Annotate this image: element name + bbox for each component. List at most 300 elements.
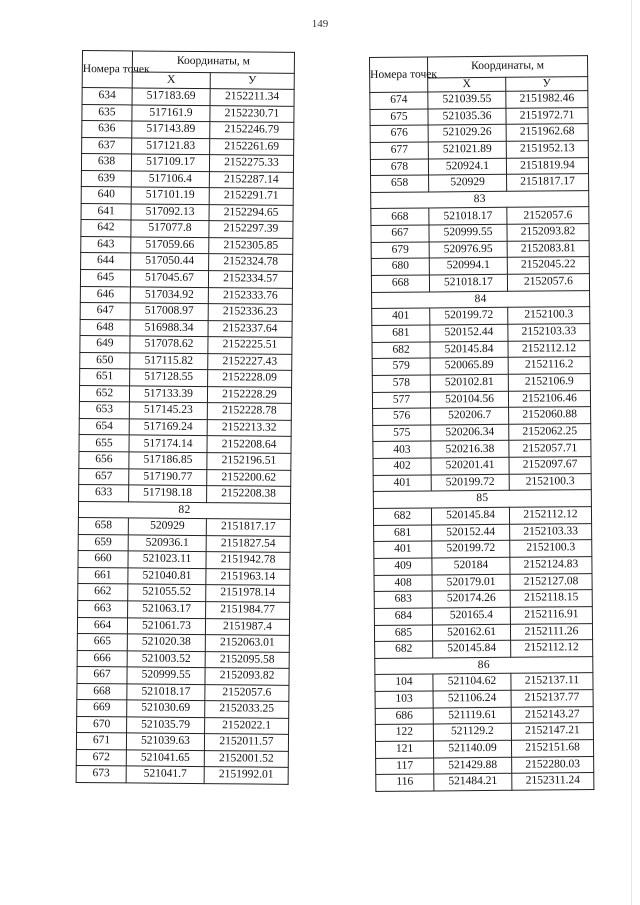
x-coordinate-cell: 521040.81 [128, 568, 206, 585]
x-coordinate-cell: 520165.4 [432, 607, 510, 624]
point-number-cell: 641 [81, 203, 131, 220]
y-coordinate-cell: 2152147.21 [511, 723, 593, 740]
point-number-cell: 401 [373, 475, 431, 492]
x-coordinate-cell: 520201.41 [431, 457, 509, 474]
point-number-cell: 578 [372, 375, 430, 392]
x-coordinate-cell: 521003.52 [127, 651, 205, 668]
point-number-cell: 678 [370, 159, 428, 176]
point-number-cell: 649 [80, 336, 130, 353]
x-coordinate-cell: 520065.89 [430, 358, 508, 375]
x-coordinate-cell: 520184 [432, 557, 510, 574]
point-number-cell: 668 [371, 275, 429, 292]
y-coordinate-cell: 2152083.81 [507, 240, 589, 257]
point-number-cell: 636 [82, 121, 132, 138]
point-number-cell: 677 [370, 142, 428, 159]
table-row [374, 606, 592, 625]
table-row [376, 756, 594, 775]
y-coordinate-cell: 2152287.14 [209, 171, 293, 188]
x-coordinate-cell: 521106.24 [433, 690, 511, 707]
point-number-cell: 639 [81, 170, 131, 187]
point-number-cell: 671 [76, 733, 126, 750]
x-coordinate-cell: 520199.72 [430, 308, 508, 325]
table-row [79, 435, 291, 453]
x-coordinate-cell: 520929 [128, 518, 206, 535]
y-coordinate-cell: 2152103.33 [508, 324, 590, 341]
table-row [76, 749, 288, 767]
point-number-cell: 675 [370, 109, 428, 126]
table-row [79, 402, 291, 420]
table-row [371, 207, 589, 226]
x-coordinate-cell: 517198.18 [129, 485, 207, 502]
y-coordinate-cell: 2152127.08 [510, 573, 592, 590]
x-coordinate-cell: 520999.55 [127, 667, 205, 684]
y-coordinate-cell: 2152103.33 [510, 523, 592, 540]
point-number-cell: 576 [373, 408, 431, 425]
table-row [375, 723, 593, 742]
table-row [76, 766, 288, 784]
table-row [81, 203, 293, 221]
table-row [80, 286, 292, 304]
table-row [372, 307, 590, 326]
x-coordinate-cell: 517143.89 [132, 121, 210, 138]
y-coordinate-cell: 2151984.77 [206, 602, 290, 619]
point-number-cell: 658 [371, 175, 429, 192]
x-coordinate-cell: 521021.89 [428, 141, 506, 158]
x-coordinate-cell: 517190.77 [129, 469, 207, 486]
coordinates-column-header: Координаты, м [428, 56, 588, 78]
x-coordinate-cell: 520999.55 [429, 224, 507, 241]
y-coordinate-cell: 2152097.67 [509, 457, 591, 474]
x-coordinate-cell: 517101.19 [131, 187, 209, 204]
table-row [77, 700, 289, 718]
y-coordinate-cell: 2152111.26 [510, 623, 592, 640]
point-number-cell: 673 [76, 766, 126, 783]
x-coordinate-cell: 520152.44 [432, 524, 510, 541]
x-coordinate-cell: 520994.1 [429, 258, 507, 275]
table-row [77, 683, 289, 701]
x-coordinate-cell: 521020.38 [127, 634, 205, 651]
table-row [373, 473, 591, 492]
y-coordinate-cell: 2152228.78 [207, 403, 291, 420]
x-coordinate-cell: 520162.61 [432, 624, 510, 641]
point-number-cell: 401 [372, 308, 430, 325]
x-coordinate-cell: 521035.79 [127, 717, 205, 734]
point-number-cell: 679 [371, 242, 429, 259]
y-coordinate-cell: 2152311.24 [512, 773, 594, 790]
point-number-cell: 682 [372, 342, 430, 359]
x-coordinate-cell: 520199.72 [432, 541, 510, 558]
x-coordinate-cell: 517045.67 [130, 270, 208, 287]
point-number-cell: 658 [78, 518, 128, 535]
y-coordinate-cell: 2152057.6 [507, 207, 589, 224]
x-coordinate-cell: 517115.82 [130, 353, 208, 370]
point-number-cell: 685 [374, 624, 432, 641]
coordinates-table-left [76, 50, 295, 785]
y-coordinate-cell: 2151817.17 [507, 174, 589, 191]
x-coordinate-cell: 517109.17 [131, 154, 209, 171]
points-column-header: Номера точек [82, 51, 132, 88]
y-coordinate-cell: 2152100.3 [509, 473, 591, 490]
y-coordinate-cell: 2152196.51 [207, 453, 291, 470]
y-coordinate-cell: 2151972.71 [506, 107, 588, 124]
x-coordinate-cell: 517145.23 [129, 402, 207, 419]
x-coordinate-cell: 521030.69 [127, 700, 205, 717]
x-coordinate-cell: 520145.84 [431, 507, 509, 524]
point-number-cell: 662 [78, 584, 128, 601]
y-coordinate-cell: 2152022.1 [205, 717, 289, 734]
point-number-cell: 647 [80, 303, 130, 320]
y-coordinate-cell: 2151952.13 [506, 141, 588, 158]
point-number-cell: 575 [373, 425, 431, 442]
y-coordinate-cell: 2152297.39 [209, 221, 293, 238]
point-number-cell: 642 [81, 220, 131, 237]
point-number-cell: 633 [79, 485, 129, 502]
x-coordinate-cell: 520104.56 [430, 391, 508, 408]
x-coordinate-cell: 521484.21 [434, 774, 512, 791]
y-coordinate-cell: 2152334.57 [208, 271, 292, 288]
y-coordinate-cell: 2152228.29 [207, 386, 291, 403]
y-coordinate-cell: 2152324.78 [209, 254, 293, 271]
table-row [80, 303, 292, 321]
table-row [81, 253, 293, 271]
y-coordinate-cell: 2152112.12 [511, 640, 593, 657]
y-coordinate-cell: 2152246.79 [210, 122, 294, 139]
section-row [371, 190, 589, 209]
table-row [372, 357, 590, 376]
x-coordinate-cell: 517106.4 [131, 171, 209, 188]
table-row [374, 523, 592, 542]
table-row [79, 418, 291, 436]
table-row [375, 640, 593, 659]
table-row [372, 373, 590, 392]
y-coordinate-cell: 2152095.58 [205, 651, 289, 668]
table-row [80, 352, 292, 370]
table-row [82, 137, 294, 155]
table-row [81, 220, 293, 238]
point-number-cell: 644 [81, 253, 131, 270]
table-row [370, 107, 588, 126]
table-row [77, 650, 289, 668]
y-coordinate-cell: 2152208.38 [207, 486, 291, 503]
table-row [82, 104, 294, 122]
x-coordinate-cell: 517161.9 [132, 104, 210, 121]
point-number-cell: 686 [375, 708, 433, 725]
y-coordinate-cell: 2152336.23 [208, 304, 292, 321]
table-row [78, 584, 290, 602]
y-coordinate-cell: 2152116.91 [510, 606, 592, 623]
x-coordinate-cell: 521429.88 [434, 757, 512, 774]
table-row [79, 485, 291, 503]
point-number-cell: 663 [78, 600, 128, 617]
point-number-cell: 117 [376, 758, 434, 775]
table-row [78, 534, 290, 552]
y-coordinate-cell: 2151817.17 [206, 519, 290, 536]
table-row [78, 518, 290, 536]
y-coordinate-cell: 2151982.46 [506, 91, 588, 108]
x-coordinate-cell: 517183.69 [132, 88, 210, 105]
table-row [373, 440, 591, 459]
table-row [370, 91, 588, 110]
table-row [79, 385, 291, 403]
point-number-cell: 577 [372, 392, 430, 409]
point-number-cell: 676 [370, 125, 428, 142]
point-number-cell: 666 [77, 650, 127, 667]
y-coordinate-cell: 2152057.71 [509, 440, 591, 457]
x-coordinate-cell: 520174.26 [432, 591, 510, 608]
table-row [78, 567, 290, 585]
table-row [371, 240, 589, 259]
point-number-cell: 667 [371, 225, 429, 242]
table-row [376, 773, 594, 792]
y-coordinate-cell: 2152062.25 [509, 423, 591, 440]
x-coordinate-cell: 520936.1 [128, 535, 206, 552]
y-coordinate-cell: 2152275.33 [209, 155, 293, 172]
x-coordinate-cell: 521119.61 [433, 707, 511, 724]
point-number-cell: 635 [82, 104, 132, 121]
point-number-cell: 645 [80, 270, 130, 287]
point-number-cell: 659 [78, 534, 128, 551]
point-number-cell: 668 [371, 208, 429, 225]
x-coordinate-cell: 517092.13 [131, 204, 209, 221]
point-number-cell: 408 [374, 575, 432, 592]
section-row [372, 290, 590, 309]
table-row [77, 716, 289, 734]
table-row [81, 236, 293, 254]
table-row [372, 390, 590, 409]
table-row [374, 540, 592, 559]
section-number: 84 [372, 290, 590, 309]
y-coordinate-cell: 2152200.62 [207, 469, 291, 486]
x-coordinate-cell: 520206.34 [431, 424, 509, 441]
table-row [374, 557, 592, 576]
x-coordinate-cell: 517128.55 [130, 369, 208, 386]
y-coordinate-cell: 2152333.76 [208, 287, 292, 304]
point-number-cell: 680 [371, 258, 429, 275]
y-coordinate-cell: 2152106.46 [508, 390, 590, 407]
point-number-cell: 652 [79, 385, 129, 402]
point-number-cell: 665 [77, 634, 127, 651]
point-number-cell: 103 [375, 691, 433, 708]
x-coordinate-cell: 521018.17 [429, 274, 507, 291]
y-coordinate-cell: 2152118.15 [510, 590, 592, 607]
y-coordinate-cell: 2152261.69 [210, 138, 294, 155]
x-coordinate-cell: 520924.1 [428, 158, 506, 175]
y-coordinate-cell: 2152116.2 [508, 357, 590, 374]
point-number-cell: 643 [81, 236, 131, 253]
table-row [77, 617, 289, 635]
point-number-cell: 403 [373, 441, 431, 458]
x-coordinate-cell: 517078.62 [130, 336, 208, 353]
y-coordinate-cell: 2152151.68 [511, 740, 593, 757]
point-number-cell: 669 [77, 700, 127, 717]
x-coordinate-cell: 520929 [429, 175, 507, 192]
y-coordinate-cell: 2152305.85 [209, 238, 293, 255]
x-coordinate-cell: 521041.65 [126, 750, 204, 767]
coordinates-column-header: Координаты, м [132, 51, 294, 73]
section-row [375, 656, 593, 675]
y-coordinate-cell: 2152100.3 [510, 540, 592, 557]
x-coordinate-cell: 521039.63 [126, 733, 204, 750]
y-coordinate-cell: 2152211.34 [210, 89, 294, 106]
table-row [373, 423, 591, 442]
table-row [374, 573, 592, 592]
y-coordinate-cell: 2152060.88 [509, 407, 591, 424]
table-row [373, 457, 591, 476]
x-coordinate-cell: 521104.62 [433, 674, 511, 691]
table-row [373, 407, 591, 426]
table-row [79, 468, 291, 486]
y-coordinate-cell: 2151992.01 [204, 767, 288, 784]
y-coordinate-cell: 2152057.6 [507, 274, 589, 291]
point-number-cell: 401 [374, 541, 432, 558]
table-row [80, 336, 292, 354]
y-coordinate-cell: 2152228.09 [208, 370, 292, 387]
point-number-cell: 648 [80, 319, 130, 336]
table-row [82, 88, 294, 106]
x-coordinate-cell: 517034.92 [130, 286, 208, 303]
y-coordinate-cell: 2152100.3 [508, 307, 590, 324]
point-number-cell: 668 [77, 683, 127, 700]
y-coordinate-cell: 2151827.54 [206, 535, 290, 552]
x-coordinate-cell: 521039.55 [428, 91, 506, 108]
point-number-cell: 637 [82, 137, 132, 154]
x-coordinate-cell: 520179.01 [432, 574, 510, 591]
point-number-cell: 122 [375, 724, 433, 741]
y-coordinate-cell: 2152337.64 [208, 320, 292, 337]
coordinates-table-body [370, 91, 594, 792]
point-number-cell: 402 [373, 458, 431, 475]
table-row [375, 740, 593, 759]
table-row [81, 154, 293, 172]
y-coordinate-cell: 2152093.82 [205, 668, 289, 685]
y-coordinate-cell: 2152213.32 [207, 420, 291, 437]
x-coordinate-cell: 521140.09 [433, 740, 511, 757]
y-coordinate-cell: 2152093.82 [507, 224, 589, 241]
x-coordinate-cell: 520152.44 [430, 324, 508, 341]
x-coordinate-cell: 521061.73 [127, 617, 205, 634]
y-column-header: У [506, 77, 588, 92]
y-coordinate-cell: 2152033.25 [205, 701, 289, 718]
point-number-cell: 681 [374, 525, 432, 542]
table-row [371, 274, 589, 293]
point-number-cell: 653 [79, 402, 129, 419]
x-coordinate-cell: 517077.8 [131, 220, 209, 237]
table-row [80, 270, 292, 288]
table-row [82, 121, 294, 139]
x-coordinate-cell: 521129.2 [433, 724, 511, 741]
point-number-cell: 116 [376, 774, 434, 791]
y-coordinate-cell: 2151962.68 [506, 124, 588, 141]
x-coordinate-cell: 521029.26 [428, 125, 506, 142]
y-coordinate-cell: 2151978.14 [206, 585, 290, 602]
x-coordinate-cell: 517008.97 [130, 303, 208, 320]
table-row [80, 319, 292, 337]
point-number-cell: 664 [77, 617, 127, 634]
y-coordinate-cell: 2152227.43 [208, 353, 292, 370]
y-coordinate-cell: 2151987.4 [205, 618, 289, 635]
point-number-cell: 104 [375, 674, 433, 691]
table-row [375, 673, 593, 692]
y-coordinate-cell: 2152124.83 [510, 557, 592, 574]
point-number-cell: 651 [80, 369, 130, 386]
points-column-header: Номера точек [370, 57, 428, 93]
point-number-cell: 656 [79, 452, 129, 469]
point-number-cell: 121 [375, 741, 433, 758]
point-number-cell: 667 [77, 667, 127, 684]
x-coordinate-cell: 520206.7 [431, 407, 509, 424]
table-row [375, 690, 593, 709]
point-number-cell: 650 [80, 352, 130, 369]
table-row [371, 257, 589, 276]
table-row [370, 157, 588, 176]
x-coordinate-cell: 517121.83 [132, 138, 210, 155]
y-coordinate-cell: 2152143.27 [511, 706, 593, 723]
x-coordinate-cell: 517174.14 [129, 435, 207, 452]
table-row [374, 590, 592, 609]
x-coordinate-cell: 517059.66 [131, 237, 209, 254]
point-number-cell: 660 [78, 551, 128, 568]
point-number-cell: 682 [373, 508, 431, 525]
y-coordinate-cell: 2152045.22 [507, 257, 589, 274]
point-number-cell: 670 [77, 716, 127, 733]
point-number-cell: 684 [374, 608, 432, 625]
y-coordinate-cell: 2152280.03 [512, 756, 594, 773]
y-coordinate-cell: 2151963.14 [206, 568, 290, 585]
table-row [372, 324, 590, 343]
x-coordinate-cell: 520145.84 [430, 341, 508, 358]
x-coordinate-cell: 517050.44 [131, 253, 209, 270]
y-coordinate-cell: 2152001.52 [204, 750, 288, 767]
table-row [77, 634, 289, 652]
table-row [371, 224, 589, 243]
table-row [76, 733, 288, 751]
table-row [77, 667, 289, 685]
point-number-cell: 672 [76, 749, 126, 766]
table-row [375, 706, 593, 725]
y-coordinate-cell: 2152112.12 [509, 507, 591, 524]
point-number-cell: 640 [81, 187, 131, 204]
scan-edge-line [631, 0, 632, 905]
y-coordinate-cell: 2152225.51 [208, 337, 292, 354]
point-number-cell: 409 [374, 558, 432, 575]
coordinates-table-body [76, 88, 294, 785]
table-row [78, 551, 290, 569]
point-number-cell: 579 [372, 358, 430, 375]
x-coordinate-cell: 520216.38 [431, 441, 509, 458]
point-number-cell: 634 [82, 88, 132, 105]
x-coordinate-cell: 521018.17 [429, 208, 507, 225]
section-row [373, 490, 591, 509]
table-row [81, 187, 293, 205]
y-coordinate-cell: 2152137.11 [511, 673, 593, 690]
x-coordinate-cell: 517169.24 [129, 419, 207, 436]
table-row [80, 369, 292, 387]
section-row [78, 501, 290, 519]
x-coordinate-cell: 521055.52 [128, 584, 206, 601]
x-coordinate-cell: 521023.11 [128, 551, 206, 568]
table-row [370, 141, 588, 160]
y-coordinate-cell: 2152106.9 [508, 373, 590, 390]
y-coordinate-cell: 2152057.6 [205, 684, 289, 701]
table-row [81, 170, 293, 188]
table-row [370, 124, 588, 143]
x-coordinate-cell: 520976.95 [429, 241, 507, 258]
x-coordinate-cell: 516988.34 [130, 320, 208, 337]
x-column-header: Х [428, 77, 506, 92]
table-row [374, 623, 592, 642]
x-coordinate-cell: 517186.85 [129, 452, 207, 469]
table-row [79, 452, 291, 470]
